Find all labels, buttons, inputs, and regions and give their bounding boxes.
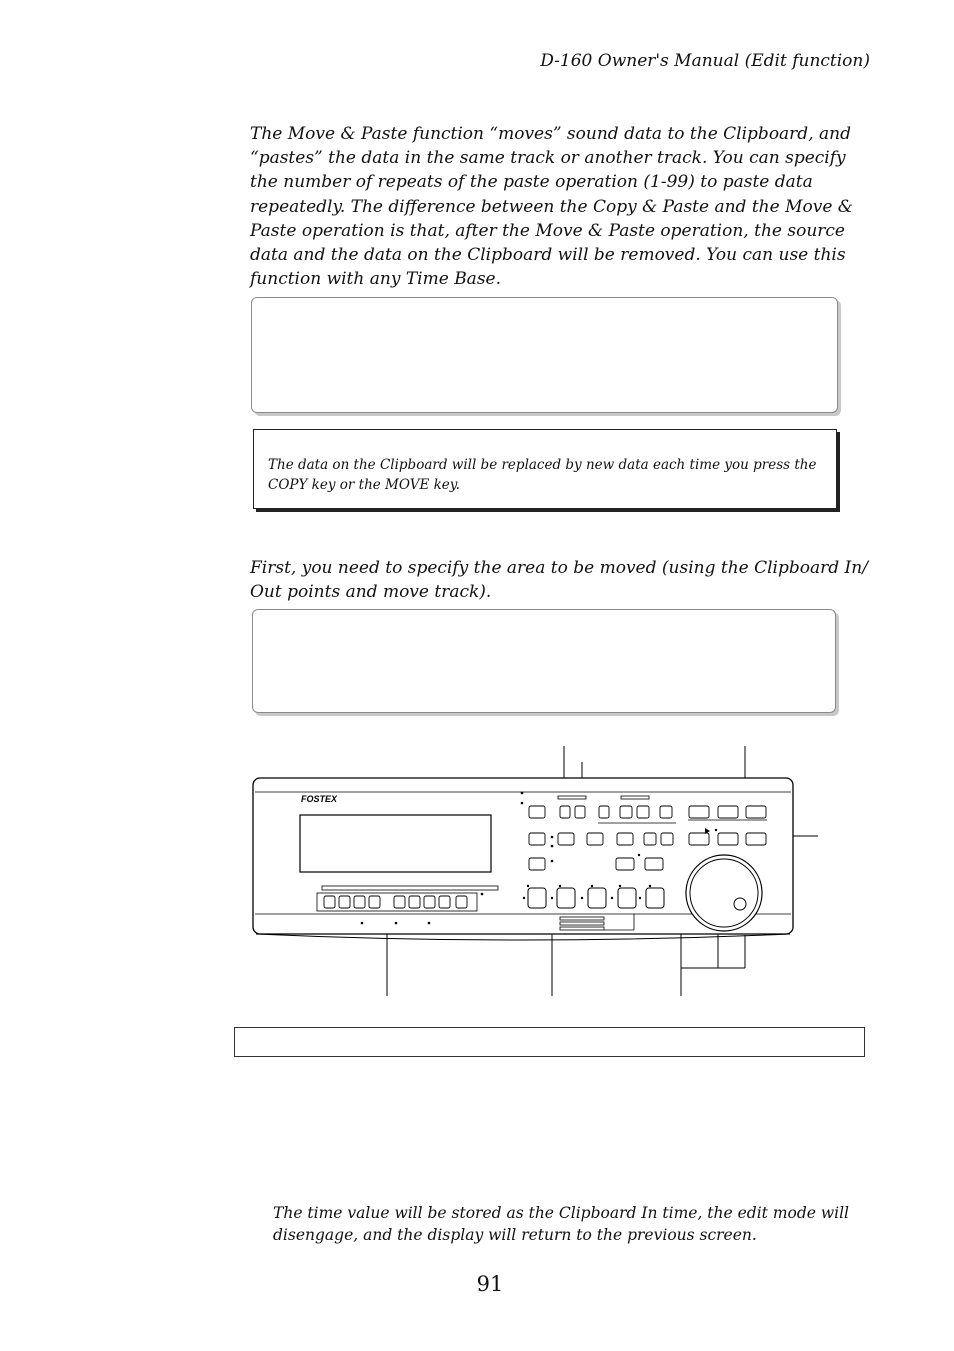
empty-rounded-box-1	[251, 297, 838, 413]
edit-key-row-1[interactable]	[529, 806, 766, 818]
intro-paragraph: The Move & Paste function “moves” sound data to the Clipboard, and “pastes” the data in the same track or another track. You can specify the number of repeats of the paste operation (1-99) to paste data repeatedly. The difference between the Copy & Paste and the Move & Paste operation is that, after the Move & Paste operation, the source data and the data on the Clipboard will be removed. You can use this function with any Time Base.	[250, 124, 853, 290]
lcd-display	[300, 815, 491, 872]
empty-rounded-box-2	[252, 609, 836, 713]
step-intro-paragraph: First, you need to specify the area to be moved (using the Clipboard In/ Out points and move track).	[250, 558, 868, 603]
note-text: The data on the Clipboard will be replaced by new data each time you press the COPY key or the MOVE key.	[268, 457, 817, 493]
jog-dial-knob	[734, 898, 746, 910]
track-select-buttons[interactable]	[324, 896, 467, 908]
edit-key-row-2[interactable]	[529, 833, 766, 845]
jog-dial-inner[interactable]	[690, 859, 758, 927]
step-heading-bar	[234, 1027, 865, 1057]
page-number: 91	[476, 1272, 504, 1296]
step-result-paragraph: The time value will be stored as the Clipboard In time, the edit mode will disengage, and the display will return to the previous screen.	[273, 1204, 850, 1244]
device-front-panel-diagram	[240, 740, 830, 1002]
brand-logo: FOSTEX	[301, 794, 338, 804]
page-header-title: D-160 Owner's Manual (Edit function)	[540, 51, 870, 71]
